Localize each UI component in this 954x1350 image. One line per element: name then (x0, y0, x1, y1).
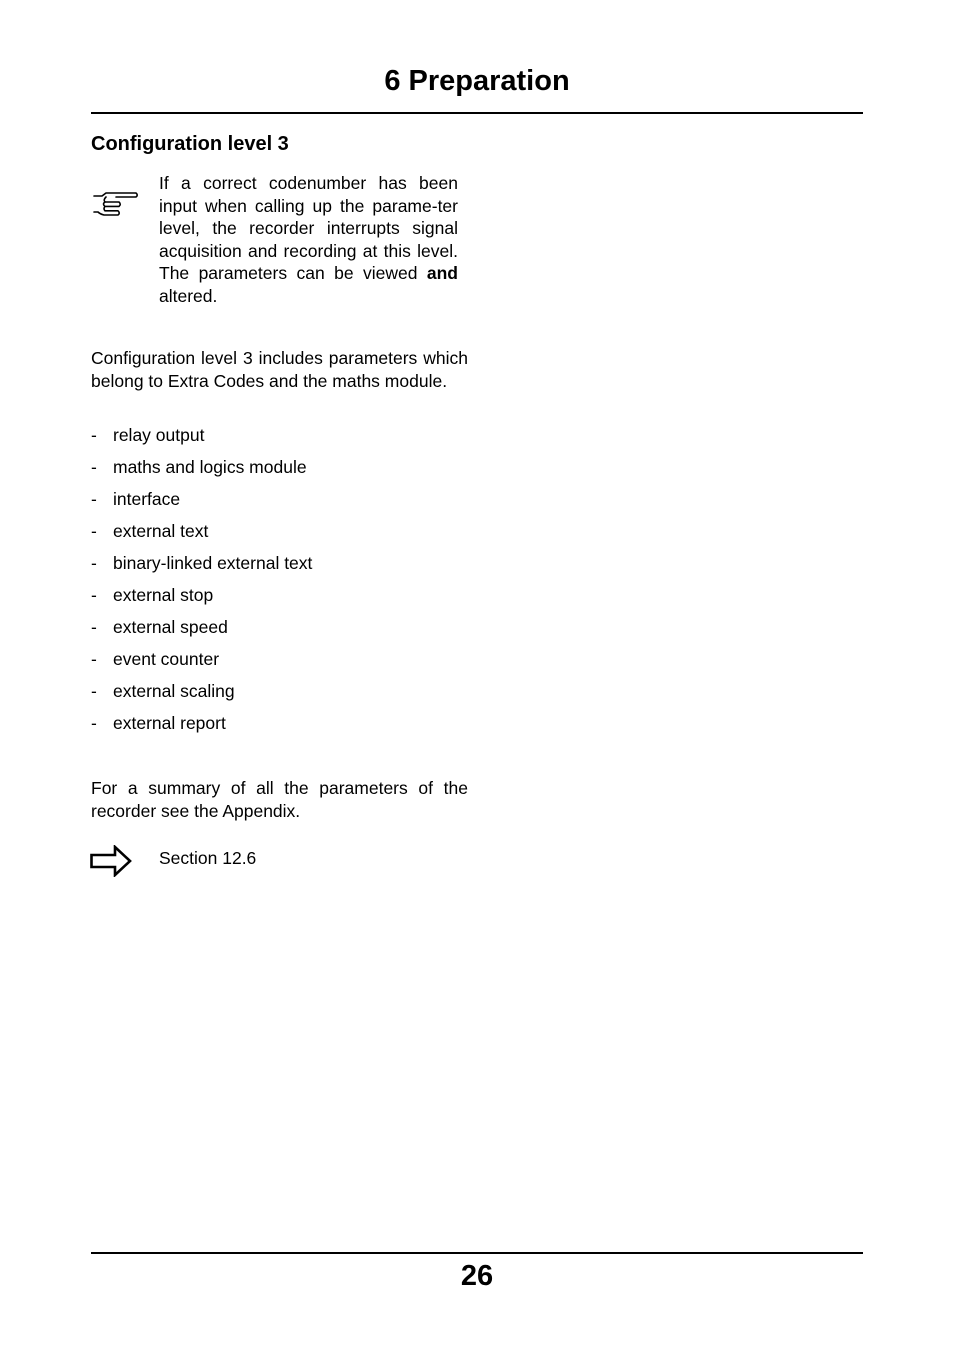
note-text (159, 172, 458, 308)
right-arrow-icon (90, 845, 132, 877)
list-item (91, 616, 468, 648)
summary-paragraph: For a summary of all the parameters of the recorder see the Appendix. (91, 778, 468, 821)
list-item-label: external scaling (113, 681, 235, 701)
list-item (91, 584, 468, 616)
header-divider (91, 112, 863, 114)
list-item-label: maths and logics module (113, 457, 307, 477)
list-bullet: - (91, 553, 97, 573)
list-item (91, 680, 468, 712)
list-item (91, 488, 468, 520)
page-number: 26 (460, 1260, 494, 1292)
section-reference: Section 12.6 (159, 848, 257, 868)
list-bullet: - (91, 425, 97, 445)
list-item (91, 648, 468, 680)
note-emphasis: and (426, 263, 458, 284)
list-item-label: interface (113, 489, 181, 509)
pointing-hand-icon (92, 190, 140, 218)
list-item-label: external stop (113, 585, 214, 605)
footer-divider (91, 1252, 863, 1254)
list-item (91, 424, 468, 456)
list-item (91, 712, 468, 744)
list-bullet: - (91, 713, 97, 733)
note-text-start: If a correct codenumber has been input when calling up the parame-ter level, the recorder interrupts signal acquisition and recording at this level. The parameters can be viewed (159, 173, 458, 284)
list-bullet: - (91, 617, 97, 637)
list-item-label: event counter (113, 649, 220, 669)
list-item (91, 520, 468, 552)
list-item-label: external speed (113, 617, 228, 637)
parameter-list (91, 424, 468, 744)
chapter-title: 6 Preparation (384, 65, 570, 97)
intro-paragraph: Configuration level 3 includes parameters which belong to Extra Codes and the maths module. (91, 348, 468, 391)
list-bullet: - (91, 521, 97, 541)
list-item (91, 456, 468, 488)
list-item-label: external report (113, 713, 226, 733)
list-bullet: - (91, 489, 97, 509)
list-bullet: - (91, 649, 97, 669)
section-heading: Configuration level 3 (91, 133, 289, 155)
list-bullet: - (91, 585, 97, 605)
list-item-label: external text (113, 521, 209, 541)
list-item (91, 552, 468, 584)
list-item-label: relay output (113, 425, 205, 445)
list-item-label: binary-linked external text (113, 553, 313, 573)
list-bullet: - (91, 681, 97, 701)
note-text-end: altered. (159, 285, 218, 306)
list-bullet: - (91, 457, 97, 477)
